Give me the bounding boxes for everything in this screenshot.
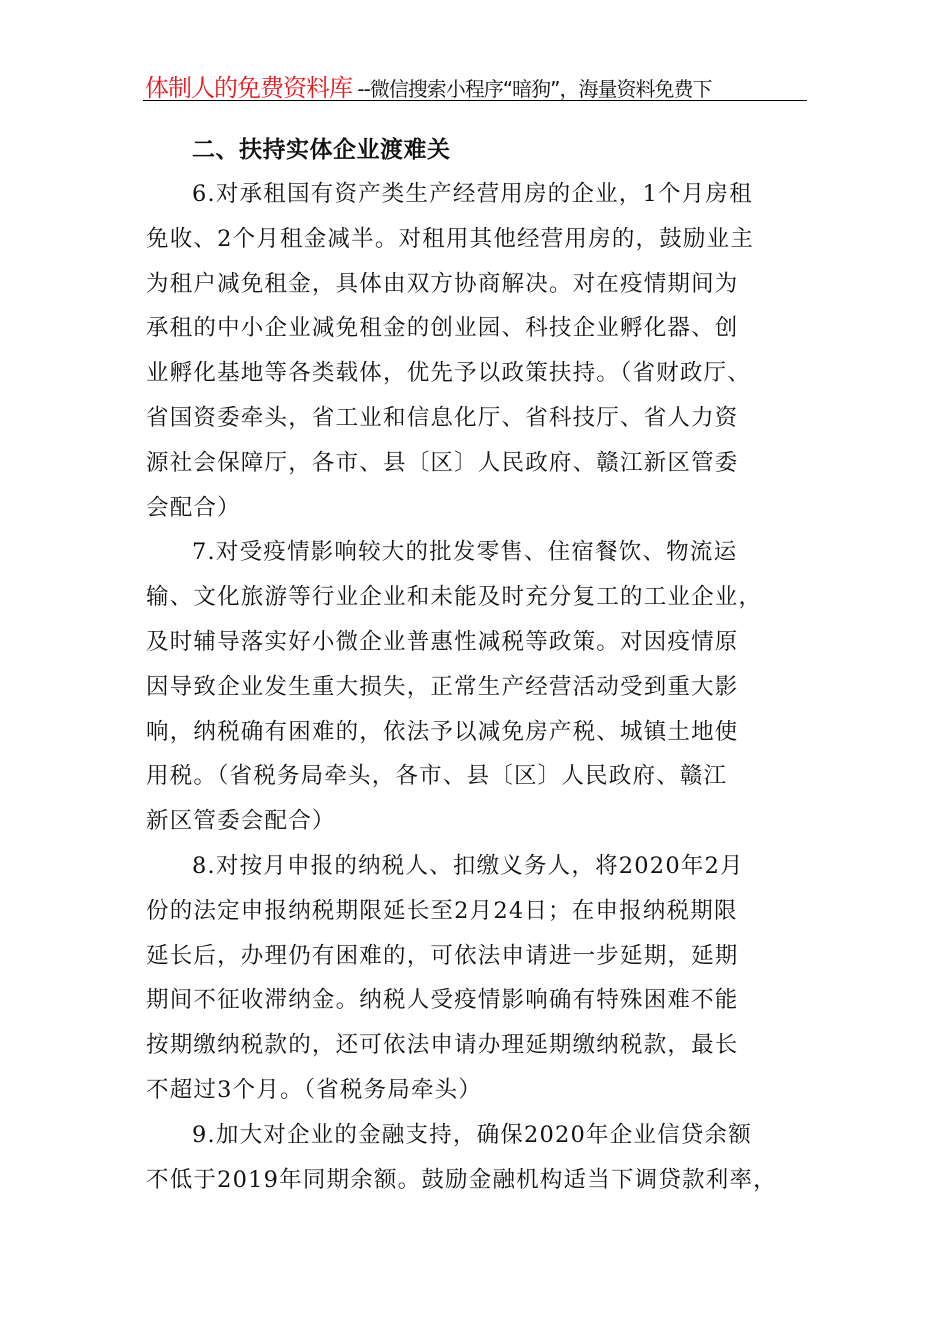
text-line: 不超过3个月。（省税务局牵头） <box>146 1076 483 1103</box>
paragraph-item-8 <box>146 844 810 1113</box>
text-line: 用税。（省税务局牵头，各市、县〔区〕人民政府、赣江 <box>146 763 728 790</box>
text-line: 输、文化旅游等行业企业和未能及时充分复工的工业企业， <box>146 584 763 611</box>
text-line: 份的法定申报纳税期限延长至2月24日；在申报纳税期限 <box>146 897 738 924</box>
text-line: 承租的中小企业减免租金的创业园、科技企业孵化器、创 <box>146 315 739 342</box>
text-line: 免收、2个月租金减半。对租用其他经营用房的，鼓励业主 <box>146 225 755 252</box>
page-header <box>145 68 805 100</box>
paragraph-item-7 <box>146 530 810 844</box>
paragraph-item-6 <box>146 172 810 530</box>
document-body <box>146 128 810 1202</box>
text-line: 延长后，办理仍有困难的，可依法申请进一步延期，延期 <box>146 942 739 969</box>
paragraph-item-9 <box>146 1113 810 1203</box>
text-line: 9.加大对企业的金融支持，确保2020年企业信贷余额 <box>192 1121 752 1148</box>
text-line: 省国资委牵头，省工业和信息化厅、省科技厅、省人力资 <box>146 404 739 431</box>
text-line: 期间不征收滞纳金。纳税人受疫情影响确有特殊困难不能 <box>146 987 739 1014</box>
text-line: 源社会保障厅，各市、县〔区〕人民政府、赣江新区管委 <box>146 449 739 476</box>
text-line: 会配合） <box>146 494 241 521</box>
text-line: 按期缴纳税款的，还可依法申请办理延期缴纳税款，最长 <box>146 1032 739 1059</box>
header-tagline: --微信搜索小程序“暗狗”，海量资料免费下 <box>352 77 712 101</box>
text-line: 7.对受疫情影响较大的批发零售、住宿餐饮、物流运 <box>192 539 738 566</box>
text-line: 6.对承租国有资产类生产经营用房的企业，1个月房租 <box>192 181 753 207</box>
text-line: 及时辅导落实好小微企业普惠性减税等政策。对因疫情原 <box>146 628 739 655</box>
text-line: 业孵化基地等各类载体，优先予以政策扶持。（省财政厅、 <box>146 360 751 387</box>
text-line: 8.对按月申报的纳税人、扣缴义务人，将2020年2月 <box>192 852 744 879</box>
section-heading: 二、扶持实体企业渡难关 <box>192 137 451 163</box>
text-line: 新区管委会配合） <box>146 808 336 835</box>
text-line: 为租户减免租金，具体由双方协商解决。对在疫情期间为 <box>146 270 739 297</box>
text-line: 不低于2019年同期余额。鼓励金融机构适当下调贷款利率， <box>146 1166 777 1193</box>
header-brand: 体制人的免费资料库 <box>145 74 352 102</box>
text-line: 响，纳税确有困难的，依法予以减免房产税、城镇土地使 <box>146 718 739 745</box>
text-line: 因导致企业发生重大损失，正常生产经营活动受到重大影 <box>146 673 739 700</box>
header-divider <box>143 100 807 101</box>
